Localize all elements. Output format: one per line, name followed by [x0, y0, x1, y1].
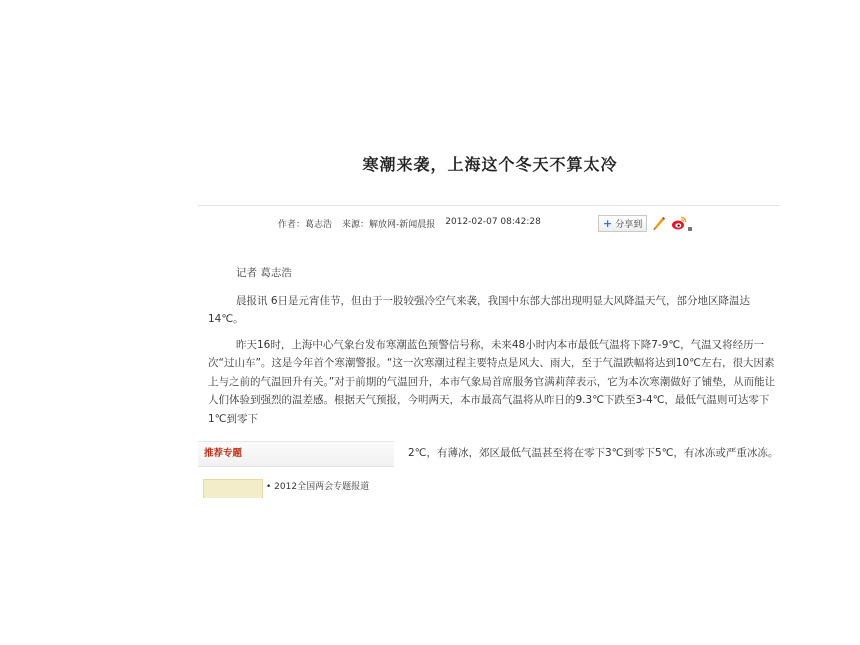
paragraph-2: 昨天16时，上海中心气象台发布寒潮蓝色预警信号称，未来48小时内本市最低气温将下降7-9℃，气温又将经历一次“过山车”。这是今年首个寒潮警报。“这一次寒潮过程主要特点是风大、雨大，至于气温跌幅将达到10℃左右，很大因素上与之前的气温回升有关。”对于前期的气温回升，本市气象局首席服务官满莉萍表示，它为本次寒潮做好了铺垫，从而能让人们体验到强烈的温差感。根据天气预报，今明两天，本市最高气温将从昨日的9.3℃下跌至3-4℃，最低气温则可达零下1℃到零下	[208, 338, 776, 425]
plus-icon: +	[603, 216, 613, 230]
share-button[interactable]	[598, 215, 647, 232]
share-bar	[598, 214, 708, 232]
recommend-panel	[198, 441, 394, 498]
article-meta	[278, 217, 541, 230]
author-label: 作者：葛志浩	[278, 220, 333, 230]
topic-thumbnail[interactable]	[203, 479, 263, 498]
list-item[interactable]	[198, 467, 394, 497]
topic-link[interactable]: • 2012全国两会专题报道	[266, 482, 370, 492]
pen-share-icon[interactable]	[651, 215, 667, 231]
title-divider	[198, 205, 780, 206]
paragraph-1: 晨报讯 6日是元宵佳节，但由于一股较强冷空气来袭，我国中东部大部出现明显大风降温天气，部分地区降温达14℃。	[208, 294, 751, 325]
source-label: 来源：解放网-新闻晨报	[342, 220, 436, 230]
share-label: 分享到	[615, 219, 643, 230]
reporter-line: 记者 葛志浩	[236, 267, 292, 279]
publish-datetime: 2012-02-07 08:42:28	[445, 217, 541, 227]
recommend-heading: 推荐专题	[198, 442, 394, 467]
share-corner-mark	[688, 227, 692, 231]
weibo-icon[interactable]	[671, 215, 687, 231]
article-title: 寒潮来袭，上海这个冬天不算太冷	[362, 155, 618, 174]
paragraph-2-continued: 2℃，有薄冰，郊区最低气温甚至将在零下3℃到零下5℃，有冰冻或严重冰冻。	[408, 447, 779, 459]
